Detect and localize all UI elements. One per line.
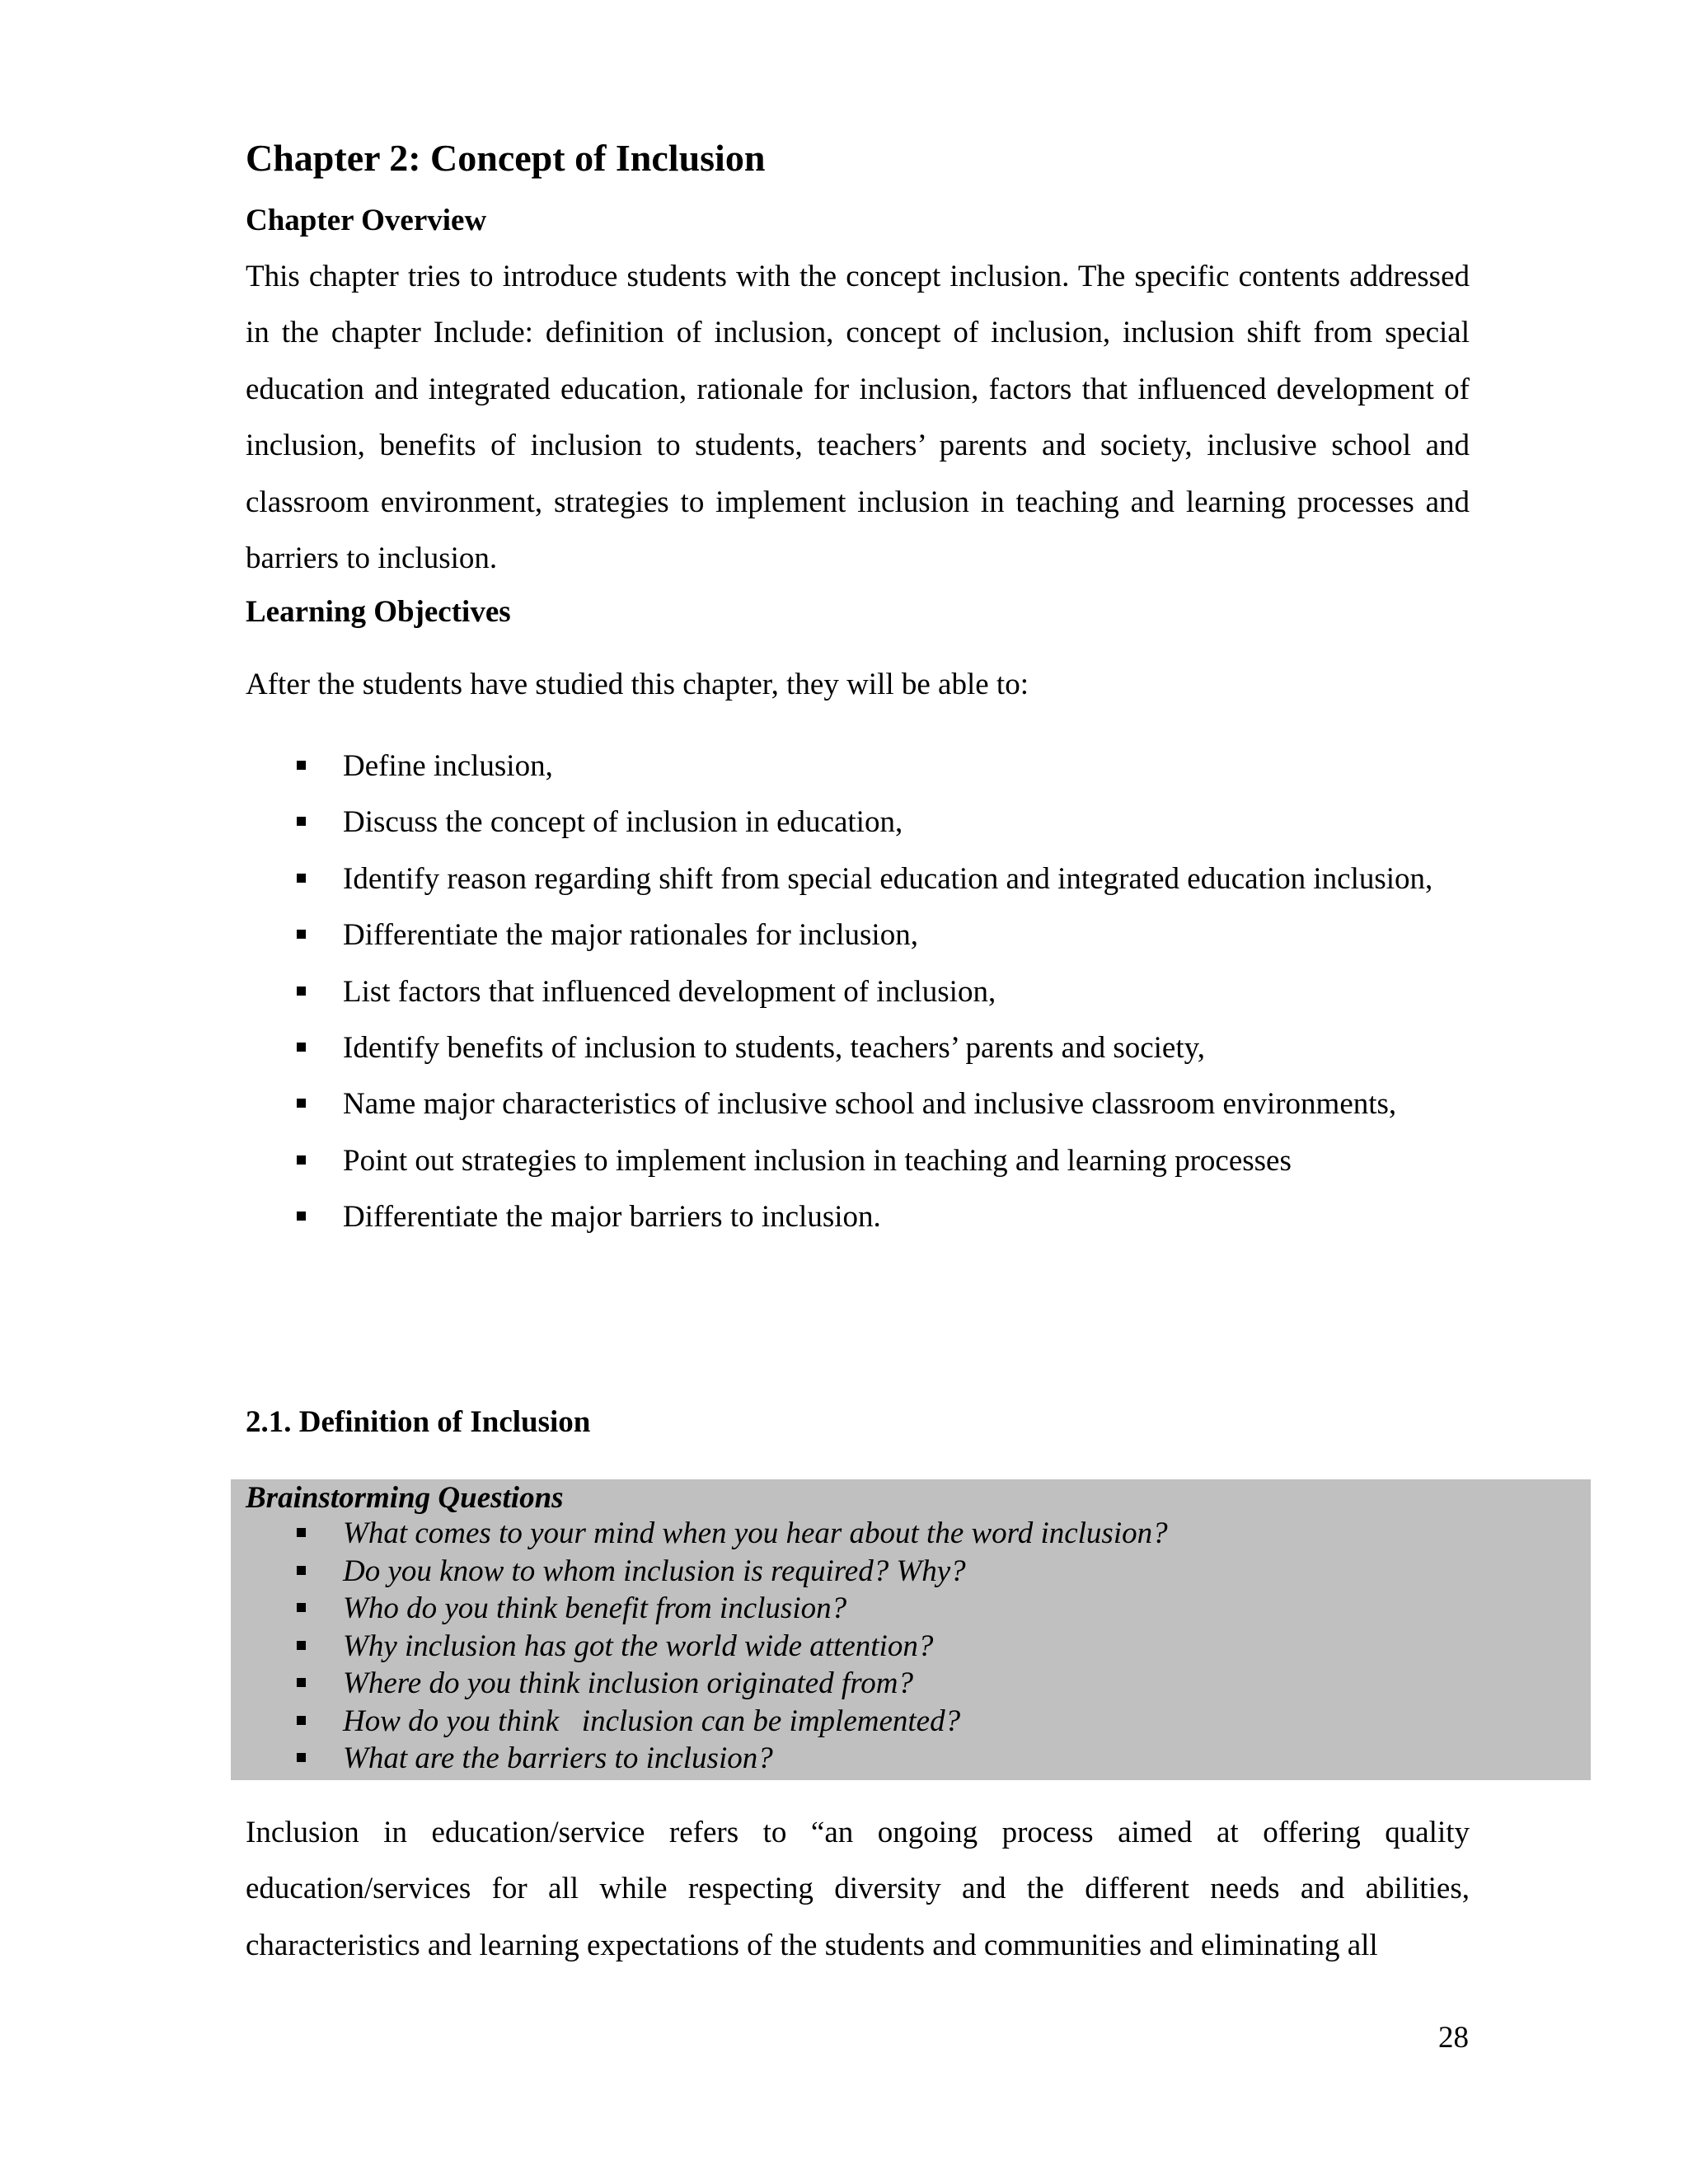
- objective-text: Point out strategies to implement inclusion in teaching and learning processes: [343, 1143, 1292, 1178]
- objective-text: Name major characteristics of inclusive school and inclusive classroom environments,: [343, 1087, 1397, 1122]
- list-item: [287, 1703, 1523, 1741]
- objective-text: Differentiate the major barriers to inclusion.: [343, 1200, 881, 1235]
- square-bullet-icon: [297, 1716, 306, 1725]
- list-item: [287, 1628, 1523, 1666]
- question-text: Where do you think inclusion originated from?: [343, 1666, 913, 1700]
- objective-text: Identify reason regarding shift from special education and integrated education inclusion,: [343, 861, 1433, 896]
- square-bullet-icon: [297, 1528, 306, 1537]
- list-item: [287, 1590, 1523, 1628]
- square-bullet-icon: [297, 930, 306, 939]
- square-bullet-icon: [297, 1641, 306, 1650]
- list-item: [287, 1076, 1465, 1132]
- overview-heading: Chapter Overview: [246, 204, 487, 237]
- definition-paragraph: Inclusion in education/service refers to “an ongoing process aimed at offering quality education/services for all while respecting diversity and the different needs and abilities, characteristics and learning expectations of the students and communities and eliminating all: [246, 1816, 1470, 1962]
- brainstorming-title: Brainstorming Questions: [246, 1481, 564, 1515]
- question-text: What are the barriers to inclusion?: [343, 1741, 773, 1775]
- list-item: [287, 1665, 1523, 1703]
- square-bullet-icon: [297, 1099, 306, 1108]
- square-bullet-icon: [297, 1155, 306, 1165]
- square-bullet-icon: [297, 1603, 306, 1612]
- objectives-intro: After the students have studied this chapter, they will be able to:: [246, 668, 1029, 701]
- list-item: [287, 964, 1465, 1020]
- square-bullet-icon: [297, 1566, 306, 1575]
- list-item: [287, 1020, 1465, 1076]
- section-heading: 2.1. Definition of Inclusion: [246, 1405, 591, 1439]
- chapter-title: Chapter 2: Concept of Inclusion: [246, 137, 766, 179]
- list-item: [287, 1133, 1465, 1189]
- question-text: Why inclusion has got the world wide attention?: [343, 1629, 934, 1663]
- objective-text: Identify benefits of inclusion to students, teachers’ parents and society,: [343, 1031, 1205, 1066]
- page-number: 28: [1438, 2021, 1469, 2055]
- objectives-list: [287, 738, 1465, 1246]
- list-item: [287, 851, 1465, 907]
- square-bullet-icon: [297, 817, 306, 826]
- objective-text: Define inclusion,: [343, 749, 553, 783]
- list-item: [287, 1553, 1523, 1591]
- list-item: [287, 1740, 1523, 1778]
- square-bullet-icon: [297, 1753, 306, 1762]
- list-item: [287, 794, 1465, 851]
- square-bullet-icon: [297, 987, 306, 996]
- square-bullet-icon: [297, 1043, 306, 1052]
- question-text: Who do you think benefit from inclusion?: [343, 1591, 847, 1625]
- question-text: How do you think inclusion can be implemented?: [343, 1704, 961, 1738]
- question-text: Do you know to whom inclusion is required? Why?: [343, 1554, 966, 1588]
- brainstorming-questions-list: [287, 1515, 1523, 1778]
- list-item: [287, 738, 1465, 794]
- square-bullet-icon: [297, 874, 306, 883]
- objective-text: List factors that influenced development of inclusion,: [343, 974, 996, 1009]
- objective-text: Discuss the concept of inclusion in education,: [343, 805, 903, 840]
- overview-paragraph: This chapter tries to introduce students with the concept inclusion. The specific contents addressed in the chapter Include: definition of inclusion, concept of inclusion, inclusion shift from special education and integrated education, rationale for inclusion, factors that influenced development of inclusion, benefits of inclusion to students, teachers’ parents and society, inclusive school and classroom environment, strategies to implement inclusion in teaching and learning processes and barriers to inclusion.: [246, 260, 1470, 576]
- square-bullet-icon: [297, 1678, 306, 1687]
- objective-text: Differentiate the major rationales for inclusion,: [343, 918, 918, 953]
- list-item: [287, 1515, 1523, 1553]
- question-text: What comes to your mind when you hear about the word inclusion?: [343, 1516, 1168, 1550]
- square-bullet-icon: [297, 1212, 306, 1221]
- list-item: [287, 1189, 1465, 1245]
- objectives-heading: Learning Objectives: [246, 595, 511, 629]
- list-item: [287, 907, 1465, 963]
- square-bullet-icon: [297, 761, 306, 770]
